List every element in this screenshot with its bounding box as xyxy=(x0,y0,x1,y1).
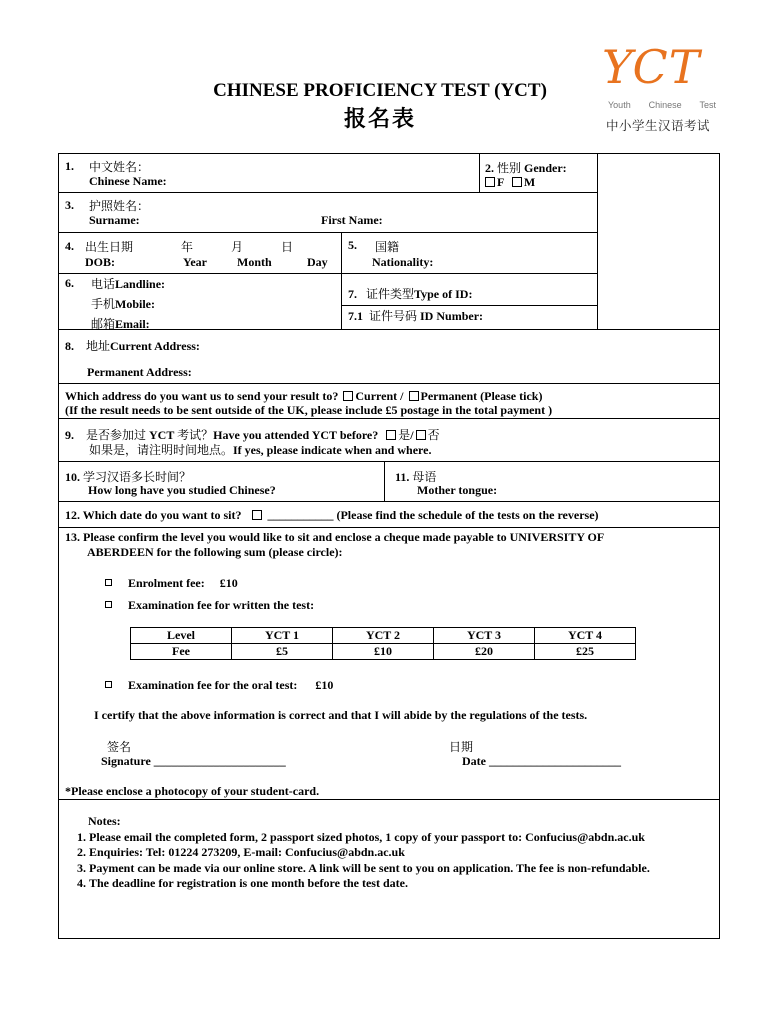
dob-year-label: Year xyxy=(183,255,207,269)
send-current-label: Current / xyxy=(355,389,404,403)
photocopy-note: *Please enclose a photocopy of your student-card. xyxy=(65,784,320,798)
study-duration-label: How long have you studied Chinese? xyxy=(88,483,276,497)
fee-table-cell[interactable]: £5 xyxy=(232,644,333,660)
sit-date-question: 12. Which date do you want to sit? xyxy=(65,508,242,522)
q5-chinese-label: 国籍 xyxy=(375,240,400,254)
date-cn: 日期 xyxy=(449,740,474,754)
page-title: CHINESE PROFICIENCY TEST (YCT) xyxy=(213,80,547,101)
oral-fee-label: Examination fee for the oral test: xyxy=(128,678,298,692)
written-fee-label: Examination fee for written the test: xyxy=(128,598,315,612)
send-permanent-label: Permanent (Please tick) xyxy=(420,389,543,403)
registration-form: 1. 中文姓名： Chinese Name: 2. 性别 Gender: F M 3. 护照姓名： Surname: First Name: 4. 出生日期 年 月 日 DOB: Year Month Day 5. 国籍 Nationality: 6. 电话Landline: 手机Mobile: 邮箱Email: 7. 证件类型Type of ID: 7.1 证件号码 ID Number: 8. 地址Current Address: Permanent Address: Which address do you want us to send your result to? Current / Permanent (Please tick) (If the result needs to be sent outside of the UK, please include £5 postage in the total payment ) 9. 是否参加过 YCT 考试？Have you attended YCT before? 是/ 否 如果是，请注明时间地点。If yes, please indicate when and where. 10. 学习汉语多长时间？ How long have you studied Chinese? 11. 母语 Mother tongue: 12. Which date do you want to sit? ___________ (Please find the schedule of the tests on the reverse) 13. Please confirm the level you would like to sit and enclose a cheque made payable to UNIVERSITY OF ABERDEEN for the following sum (please circle): Enrolment fee: £10 Examination fee for written the test: Examination fee for the oral test: £10 I certify that the above information is correct and that I will abide by the regulations of the tests. 签名 Signature ______________________ 日期 Date ______________________ *Please enclose a photocopy of your student-card. xyxy=(58,153,720,939)
enrolment-fee-value: £10 xyxy=(219,576,238,590)
fee-table-header-row xyxy=(131,628,636,644)
q4-chinese-label: 出生日期 xyxy=(85,240,134,254)
surname-label: Surname: xyxy=(89,213,140,227)
mother-tongue-label: Mother tongue: xyxy=(417,483,498,497)
q8-number: 8. xyxy=(65,339,74,353)
attended-yes-checkbox[interactable] xyxy=(386,430,396,440)
postage-note: (If the result needs to be sent outside of the UK, please include £5 postage in the total payment ) xyxy=(65,403,553,417)
q9-number: 9. xyxy=(65,428,74,442)
sit-date-blank[interactable]: ___________ xyxy=(267,508,334,522)
id-number-label: ID Number: xyxy=(420,309,484,323)
fee-table-cell[interactable]: £10 xyxy=(333,644,434,660)
gender-male-label: M xyxy=(523,175,536,189)
landline-cn: 电话 xyxy=(91,277,116,291)
fee-table-cell[interactable]: £20 xyxy=(434,644,535,660)
send-address-question: Which address do you want us to send your result to? xyxy=(65,389,339,403)
notes-section xyxy=(64,814,704,892)
current-address-label: Current Address: xyxy=(110,339,200,353)
q9-chinese-a: 是否参加过 xyxy=(86,428,147,442)
nationality-label: Nationality: xyxy=(372,255,434,269)
q8-chinese-label: 地址 xyxy=(86,339,111,353)
bullet-icon xyxy=(105,601,112,608)
certify-statement: I certify that the above information is correct and that I will abide by the regulations of the tests. xyxy=(94,708,588,722)
oral-fee-value: £10 xyxy=(315,678,334,692)
email-cn: 邮箱 xyxy=(91,317,116,331)
sit-date-checkbox[interactable] xyxy=(252,510,262,520)
note-item: 4. The deadline for registration is one month before the test date. xyxy=(89,876,704,892)
fee-table-header: YCT 1 xyxy=(232,628,333,644)
level-confirm-text-2: ABERDEEN for the following sum (please circle): xyxy=(87,545,343,559)
page-subtitle: 报名表 xyxy=(343,106,416,131)
q10-chinese-label: 学习汉语多长时间？ xyxy=(83,470,192,484)
q3-number: 3. xyxy=(65,198,74,212)
q2-number: 2. xyxy=(485,161,494,175)
id-type-label: Type of ID: xyxy=(414,287,473,301)
yct-logo xyxy=(596,40,726,136)
q3-chinese-label: 护照姓名： xyxy=(89,199,150,213)
attended-no-label: 否 xyxy=(427,428,440,442)
q4-number: 4. xyxy=(65,239,74,253)
chinese-name-field[interactable] xyxy=(159,172,459,188)
q9-chinese-b: 考试？ xyxy=(177,428,214,442)
permanent-address-checkbox[interactable] xyxy=(409,391,419,401)
fee-table-header: YCT 3 xyxy=(434,628,535,644)
q71-number: 7.1 xyxy=(348,309,363,323)
fee-table xyxy=(130,627,636,660)
attended-yct-label: Have you attended YCT before? xyxy=(213,428,379,442)
attended-no-checkbox[interactable] xyxy=(416,430,426,440)
chinese-name-label: Chinese Name: xyxy=(89,174,167,188)
q71-chinese-label: 证件号码 xyxy=(369,309,418,323)
q11-number: 11. xyxy=(395,470,410,484)
q6-number: 6. xyxy=(65,276,74,290)
fee-table-row xyxy=(131,644,636,660)
gender-male-checkbox[interactable] xyxy=(512,177,522,187)
q1-number: 1. xyxy=(65,159,74,173)
date-field[interactable]: Date ______________________ xyxy=(462,754,621,768)
q7-chinese-label: 证件类型 xyxy=(366,287,415,301)
note-item: 2. Enquiries: Tel: 01224 273209, E-mail: Confucius@abdn.ac.uk xyxy=(89,845,704,861)
mobile-label: Mobile: xyxy=(115,297,156,311)
enrolment-fee-label: Enrolment fee: xyxy=(128,576,205,590)
signature-cn: 签名 xyxy=(107,740,132,754)
q10-number: 10. xyxy=(65,470,80,484)
gender-label: Gender: xyxy=(524,161,567,175)
q4-year-cn: 年 xyxy=(181,240,194,254)
logo-chinese: 中小学生汉语考试 xyxy=(606,118,711,133)
notes-list xyxy=(64,830,704,892)
fee-table-header: YCT 2 xyxy=(333,628,434,644)
q1-chinese-label: 中文姓名： xyxy=(89,160,150,174)
q9-chinese-line2: 如果是，请注明时间地点。 xyxy=(89,443,234,457)
bullet-icon xyxy=(105,579,112,586)
logo-text: YCT xyxy=(602,40,701,94)
notes-title: Notes: xyxy=(88,814,121,828)
gender-female-checkbox[interactable] xyxy=(485,177,495,187)
q4-month-cn: 月 xyxy=(231,240,244,254)
bullet-icon xyxy=(105,681,112,688)
fee-table-header: YCT 4 xyxy=(535,628,636,644)
note-item: 3. Payment can be made via our online store. A link will be sent to you on application. The fee is non-refundable. xyxy=(89,861,704,877)
q11-chinese-label: 母语 xyxy=(412,470,437,484)
attended-yes-label: 是 xyxy=(398,428,411,442)
dob-month-label: Month xyxy=(237,255,272,269)
permanent-address-label: Permanent Address: xyxy=(87,365,192,379)
signature-field[interactable]: Signature ______________________ xyxy=(101,754,286,768)
logo-tagline-test: Test xyxy=(699,100,716,110)
when-where-label: If yes, please indicate when and where. xyxy=(233,443,432,457)
fee-table-cell[interactable]: £25 xyxy=(535,644,636,660)
logo-tagline-chinese: Chinese xyxy=(648,100,682,110)
mobile-cn: 手机 xyxy=(91,297,116,311)
q9-yct: YCT xyxy=(149,428,175,442)
q4-day-cn: 日 xyxy=(281,240,294,254)
schedule-note: (Please find the schedule of the tests on the reverse) xyxy=(336,508,599,522)
fee-table-cell: Fee xyxy=(131,644,232,660)
landline-label: Landline: xyxy=(115,277,166,291)
dob-day-label: Day xyxy=(307,255,328,269)
dob-label: DOB: xyxy=(85,255,115,269)
q7-number: 7. xyxy=(348,287,357,301)
q5-number: 5. xyxy=(348,238,357,252)
logo-tagline-youth: Youth xyxy=(608,100,631,110)
fee-table-header: Level xyxy=(131,628,232,644)
email-label: Email: xyxy=(115,317,150,331)
level-confirm-text: 13. Please confirm the level you would like to sit and enclose a cheque made payable to UNIVERSITY OF xyxy=(65,530,605,544)
note-item: 1. Please email the completed form, 2 passport sized photos, 1 copy of your passport to: Confucius@abdn.ac.uk xyxy=(89,830,704,846)
gender-female-label: F xyxy=(497,175,504,189)
q2-chinese-label: 性别 xyxy=(497,161,522,175)
current-address-checkbox[interactable] xyxy=(343,391,353,401)
first-name-label: First Name: xyxy=(321,213,383,227)
